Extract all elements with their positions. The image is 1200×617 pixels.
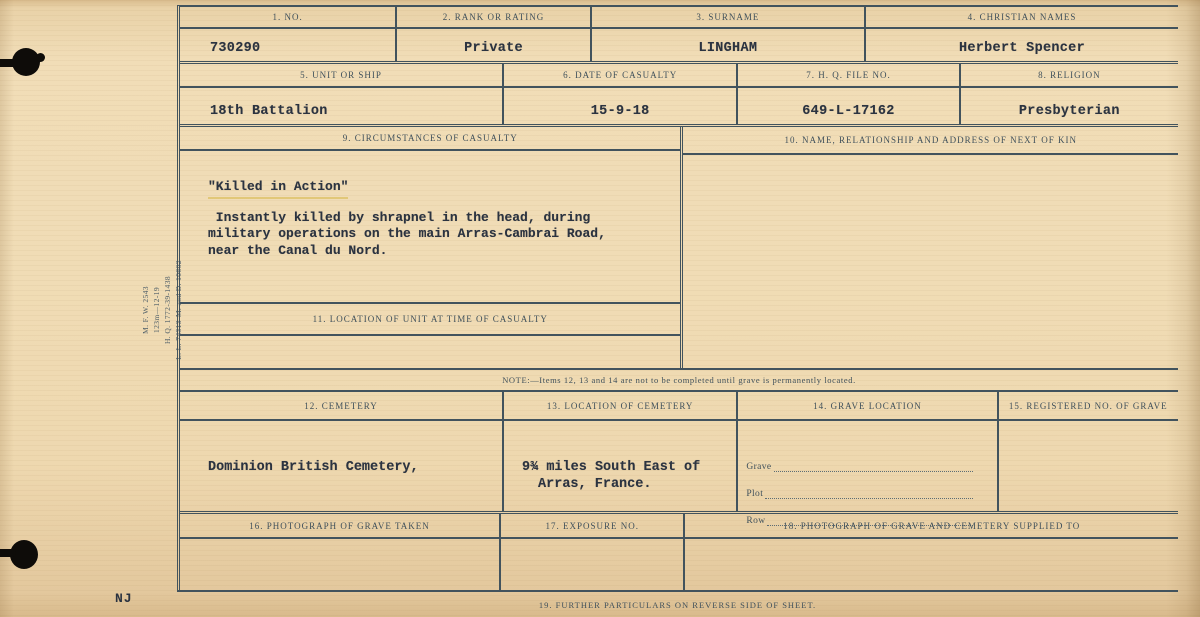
circumstances-quote: "Killed in Action" (208, 179, 348, 199)
punch-slit-bottom (0, 549, 16, 557)
plot-row (746, 472, 972, 499)
field-grave-location-label: 14. GRAVE LOCATION (738, 392, 996, 421)
next-of-kin-value (683, 155, 1178, 368)
field-photo-taken-label: 16. PHOTOGRAPH OF GRAVE TAKEN (180, 514, 499, 539)
footer-further-particulars: 19. FURTHER PARTICULARS ON REVERSE SIDE OF SHEET. (177, 590, 1178, 617)
punch-slit-top (0, 59, 20, 67)
field-rank-value: Private (464, 41, 523, 56)
initials-stamp: NJ (115, 591, 133, 606)
next-of-kin-block (683, 127, 1178, 368)
row-items-5-8 (180, 64, 1178, 127)
dotted-rule (774, 471, 973, 472)
field-casualty-date (504, 64, 738, 124)
circumstances-block (180, 127, 683, 368)
circumstances-label: 9. CIRCUMSTANCES OF CASUALTY (180, 127, 680, 151)
circumstances-text (180, 151, 680, 304)
field-cemetery-location-label: 13. LOCATION OF CEMETERY (504, 392, 736, 421)
field-christian-names (866, 7, 1178, 61)
plot-row-label: Plot (746, 489, 764, 499)
unit-location-label: 11. LOCATION OF UNIT AT TIME OF CASUALTY (180, 304, 680, 336)
row-items-16-18 (180, 514, 1178, 592)
unit-location-value (180, 336, 680, 368)
field-religion (961, 64, 1178, 124)
circumstances-line: military operations on the main Arras-Cambrai Road, (208, 226, 606, 241)
field-religion-label: 8. RELIGION (961, 64, 1178, 88)
field-unit-value: 18th Battalion (210, 104, 328, 119)
dotted-rule (765, 498, 972, 499)
cemetery-location-line: 9¾ miles South East of (522, 460, 701, 475)
field-hq-file-no-value: 649-L-17162 (802, 104, 895, 119)
note-strip: NOTE:—Items 12, 13 and 14 are not to be completed until grave is permanently located. (180, 370, 1178, 392)
field-cemetery-location (504, 392, 738, 511)
circumstances-line: Instantly killed by shrapnel in the head, during (208, 209, 591, 225)
next-of-kin-label: 10. NAME, RELATIONSHIP AND ADDRESS OF NEXT OF KIN (683, 127, 1178, 155)
grave-row-label: Grave (746, 462, 772, 472)
cemetery-location-line: Arras, France. (538, 477, 652, 492)
row-items-1-4 (180, 7, 1178, 64)
field-cemetery-label: 12. CEMETERY (180, 392, 502, 421)
field-cemetery (180, 392, 504, 511)
field-surname (592, 7, 866, 61)
grave-location-rows (738, 421, 996, 526)
field-surname-label: 3. SURNAME (592, 7, 864, 29)
field-grave-location (738, 392, 998, 526)
grave-row (746, 445, 972, 472)
field-hq-file-no-label: 7. H. Q. FILE NO. (738, 64, 958, 88)
field-casualty-date-label: 6. DATE OF CASUALTY (504, 64, 736, 88)
field-cemetery-value: Dominion British Cemetery, (208, 460, 419, 475)
field-religion-value: Presbyterian (1018, 104, 1120, 119)
print-code-line: 123m—12-19 (152, 286, 161, 334)
field-number-value: 730290 (210, 41, 261, 56)
field-number (180, 7, 397, 61)
field-casualty-date-value: 15-9-18 (590, 104, 650, 119)
field-photo-taken (180, 514, 501, 592)
form-grid (177, 5, 1178, 590)
field-hq-file-no (738, 64, 960, 124)
field-registered-grave-no (999, 392, 1178, 511)
field-surname-value: LINGHAM (698, 41, 758, 56)
field-photo-supplied-label: 18. PHOTOGRAPH OF GRAVE AND CEMETERY SUPPLIED TO (685, 514, 1178, 539)
field-unit-label: 5. UNIT OR SHIP (180, 64, 502, 88)
row-items-9-11 (180, 127, 1178, 370)
print-code-line: L. L. 74313-M. and D. 10602 (174, 260, 183, 360)
field-christian-names-value: Herbert Spencer (958, 41, 1085, 56)
field-number-label: 1. NO. (180, 7, 395, 29)
print-code-line: H. Q. 1772-39-1438 (163, 275, 172, 345)
field-exposure-no-label: 17. EXPOSURE NO. (501, 514, 683, 539)
print-code-line: M. F. W. 2543 (141, 286, 150, 334)
field-registered-grave-no-label: 15. REGISTERED NO. OF GRAVE (999, 392, 1178, 421)
field-photo-supplied (685, 514, 1178, 592)
row-row-label: Row (746, 516, 766, 526)
field-unit (180, 64, 504, 124)
field-cemetery-location-value (504, 421, 736, 493)
field-rank (397, 7, 591, 61)
field-exposure-no (501, 514, 685, 592)
field-christian-names-label: 4. CHRISTIAN NAMES (866, 7, 1178, 29)
field-rank-label: 2. RANK OR RATING (397, 7, 589, 29)
circumstances-line: near the Canal du Nord. (208, 242, 388, 258)
